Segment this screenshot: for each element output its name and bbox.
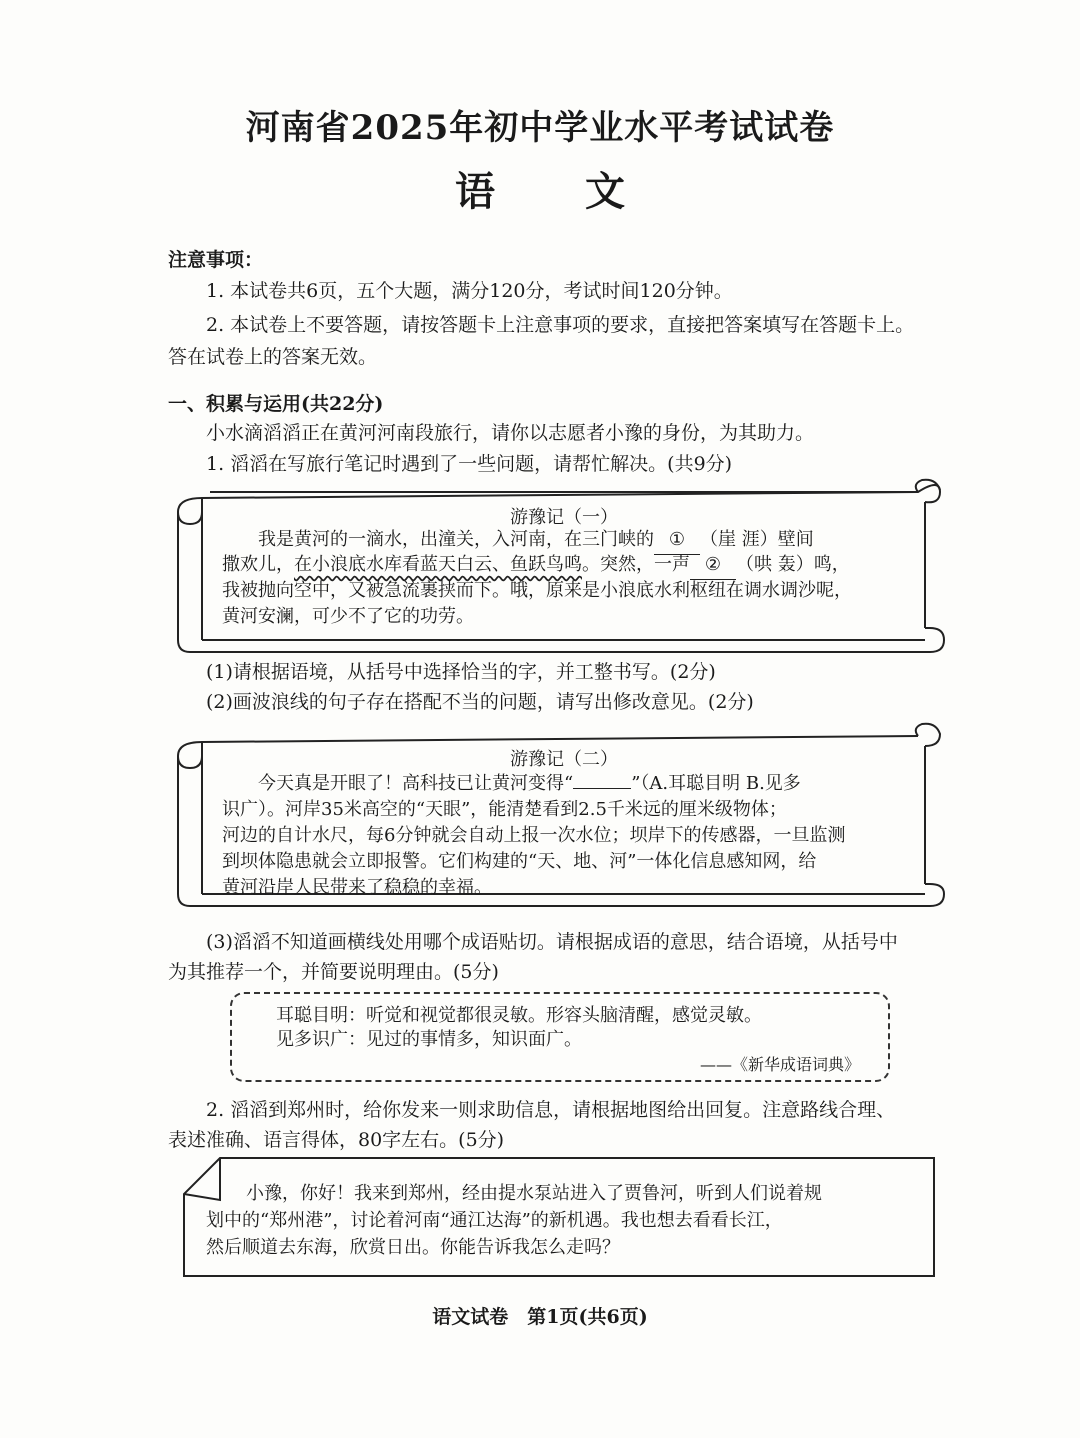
idiom-blank — [573, 788, 631, 789]
travel-1-text: 。突然，一声 — [582, 554, 690, 575]
question-2: 2. 滔滔到郑州时，给你发来一则求助信息，请根据地图给出回复。注意路线合理、 — [206, 1099, 896, 1121]
message-line-1: 小豫，你好！我来到郑州，经由提水泵站进入了贾鲁河，听到人们说着规 — [246, 1183, 822, 1204]
definition-1: 耳聪目明：听觉和视觉都很灵敏。形容头脑清醒，感觉灵敏。 — [276, 1005, 762, 1026]
page-footer: 语文试卷 第1页(共6页) — [432, 1306, 648, 1328]
blank-1: ① — [654, 526, 700, 555]
sub-question-2: (2)画波浪线的句子存在搭配不当的问题，请写出修改意见。(2分) — [206, 691, 754, 713]
notice-item-1: 1. 本试卷共6页，五个大题，满分120分，考试时间120分钟。 — [206, 280, 733, 302]
travel-1-line-2 — [222, 551, 850, 580]
definition-2: 见多识广：见过的事情多，知识面广。 — [276, 1029, 582, 1050]
subject-char-1: 语 — [455, 168, 495, 215]
subject-char-2: 文 — [585, 168, 625, 215]
travel-1-title: 游豫记（一） — [510, 507, 618, 528]
notice-item-2: 2. 本试卷上不要答题，请按答题卡上注意事项的要求，直接把答案填写在答题卡上。 — [206, 314, 915, 336]
travel-2-line-4: 到坝体隐患就会立即报警。它们构建的“天、地、河”一体化信息感知网，给 — [222, 851, 817, 872]
wavy-sentence: 在小浪底水库看蓝天白云、鱼跃鸟鸣 — [294, 554, 582, 575]
subject-title — [0, 160, 1080, 217]
notice-heading: 注意事项： — [168, 249, 264, 271]
travel-2-text: ”（A.耳聪目明 B.见多 — [631, 773, 801, 794]
message-line-2: 划中的“郑州港”，讨论着河南“通江达海”的新机遇。我也想去看看长江， — [206, 1210, 783, 1231]
sub-question-3: (3)滔滔不知道画横线处用哪个成语贴切。请根据成语的意思，结合语境，从括号中 — [206, 931, 898, 953]
travel-1-text: （哄 轰）鸣， — [736, 554, 850, 575]
travel-2-title: 游豫记（二） — [510, 749, 618, 770]
travel-1-line-4: 黄河安澜，可少不了它的功劳。 — [222, 606, 474, 627]
travel-2-line-1 — [258, 770, 801, 798]
question-1: 1. 滔滔在写旅行笔记时遇到了一些问题，请帮忙解决。(共9分) — [206, 453, 733, 475]
travel-2-line-2: 识广）。河岸35米高空的“天眼”，能清楚看到2.5千米远的厘米级物体； — [222, 799, 787, 820]
travel-1-text: 我是黄河的一滴水，出潼关，入河南，在三门峡的 — [258, 529, 654, 550]
travel-2-line-5: 黄河沿岸人民带来了稳稳的幸福。 — [222, 877, 492, 898]
section-1-intro: 小水滴滔滔正在黄河河南段旅行，请你以志愿者小豫的身份，为其助力。 — [206, 422, 815, 444]
sub-question-3-cont: 为其推荐一个，并简要说明理由。(5分) — [168, 961, 499, 983]
travel-1-text: （崖 涯）壁间 — [700, 529, 814, 550]
message-line-3: 然后顺道去东海，欣赏日出。你能告诉我怎么走吗？ — [206, 1237, 620, 1258]
travel-1-text: 撒欢儿， — [222, 554, 294, 575]
blank-2: ② — [690, 551, 736, 580]
travel-1-line-3: 我被抛向空中，又被急流裹挟而下。哦，原来是小浪底水利枢纽在调水调沙呢， — [222, 580, 852, 601]
section-1-heading: 一、积累与运用(共22分) — [168, 393, 384, 415]
dictionary-source: ——《新华成语词典》 — [699, 1055, 860, 1074]
question-2-cont: 表述准确、语言得体，80字左右。(5分) — [168, 1129, 505, 1151]
exam-title: 河南省2025年初中学业水平考试试卷 — [245, 108, 835, 148]
travel-2-line-3: 河边的自计水尺，每6分钟就会自动上报一次水位；坝岸下的传感器，一旦监测 — [222, 825, 846, 846]
notice-item-2-cont: 答在试卷上的答案无效。 — [168, 346, 378, 368]
travel-2-text: 今天真是开眼了！高科技已让黄河变得“ — [258, 773, 574, 794]
sub-question-1: (1)请根据语境，从括号中选择恰当的字，并工整书写。(2分) — [206, 661, 716, 683]
